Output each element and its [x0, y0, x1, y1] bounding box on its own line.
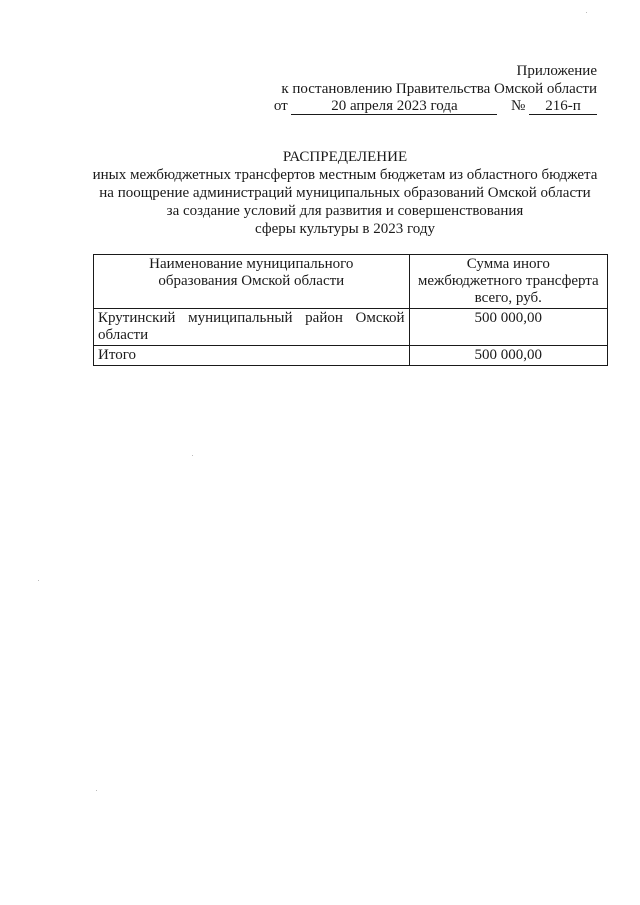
from-label: от [273, 98, 288, 114]
column-header-name: Наименование муниципального образования Омской области [94, 255, 410, 309]
title-line: иных межбюджетных трансфертов местным бюджетам из областного бюджета [92, 167, 598, 183]
table-total-row [94, 346, 608, 366]
resolution-number: 216-п [529, 98, 597, 115]
resolution-reference: к постановлению Правительства Омской области [281, 81, 597, 97]
table-row [94, 309, 608, 346]
resolution-date-number [274, 97, 597, 115]
distribution-table [93, 254, 608, 366]
table-header-row [94, 255, 608, 309]
scan-speck [586, 12, 587, 13]
column-header-sum: Сумма иного межбюджетного трансферта всего, руб. [409, 255, 607, 309]
title-line: за создание условий для развития и совершенствования [166, 203, 524, 219]
scan-speck [96, 790, 97, 791]
title-line: сферы культуры в 2023 году [255, 221, 435, 237]
municipality-name-cell: Крутинский муниципальный район Омской области [94, 309, 410, 346]
total-label-cell: Итого [94, 346, 410, 366]
document-title [80, 148, 610, 238]
title-heading: РАСПРЕДЕЛЕНИЕ [282, 149, 408, 165]
scan-speck [192, 455, 193, 456]
scan-speck [38, 580, 39, 581]
sum-cell: 500 000,00 [409, 309, 607, 346]
appendix-label: Приложение [516, 63, 597, 79]
resolution-date: 20 апреля 2023 года [291, 98, 497, 115]
title-line: на поощрение администраций муниципальных образований Омской области [99, 185, 591, 201]
total-sum-cell: 500 000,00 [409, 346, 607, 366]
number-label: № [510, 98, 526, 114]
